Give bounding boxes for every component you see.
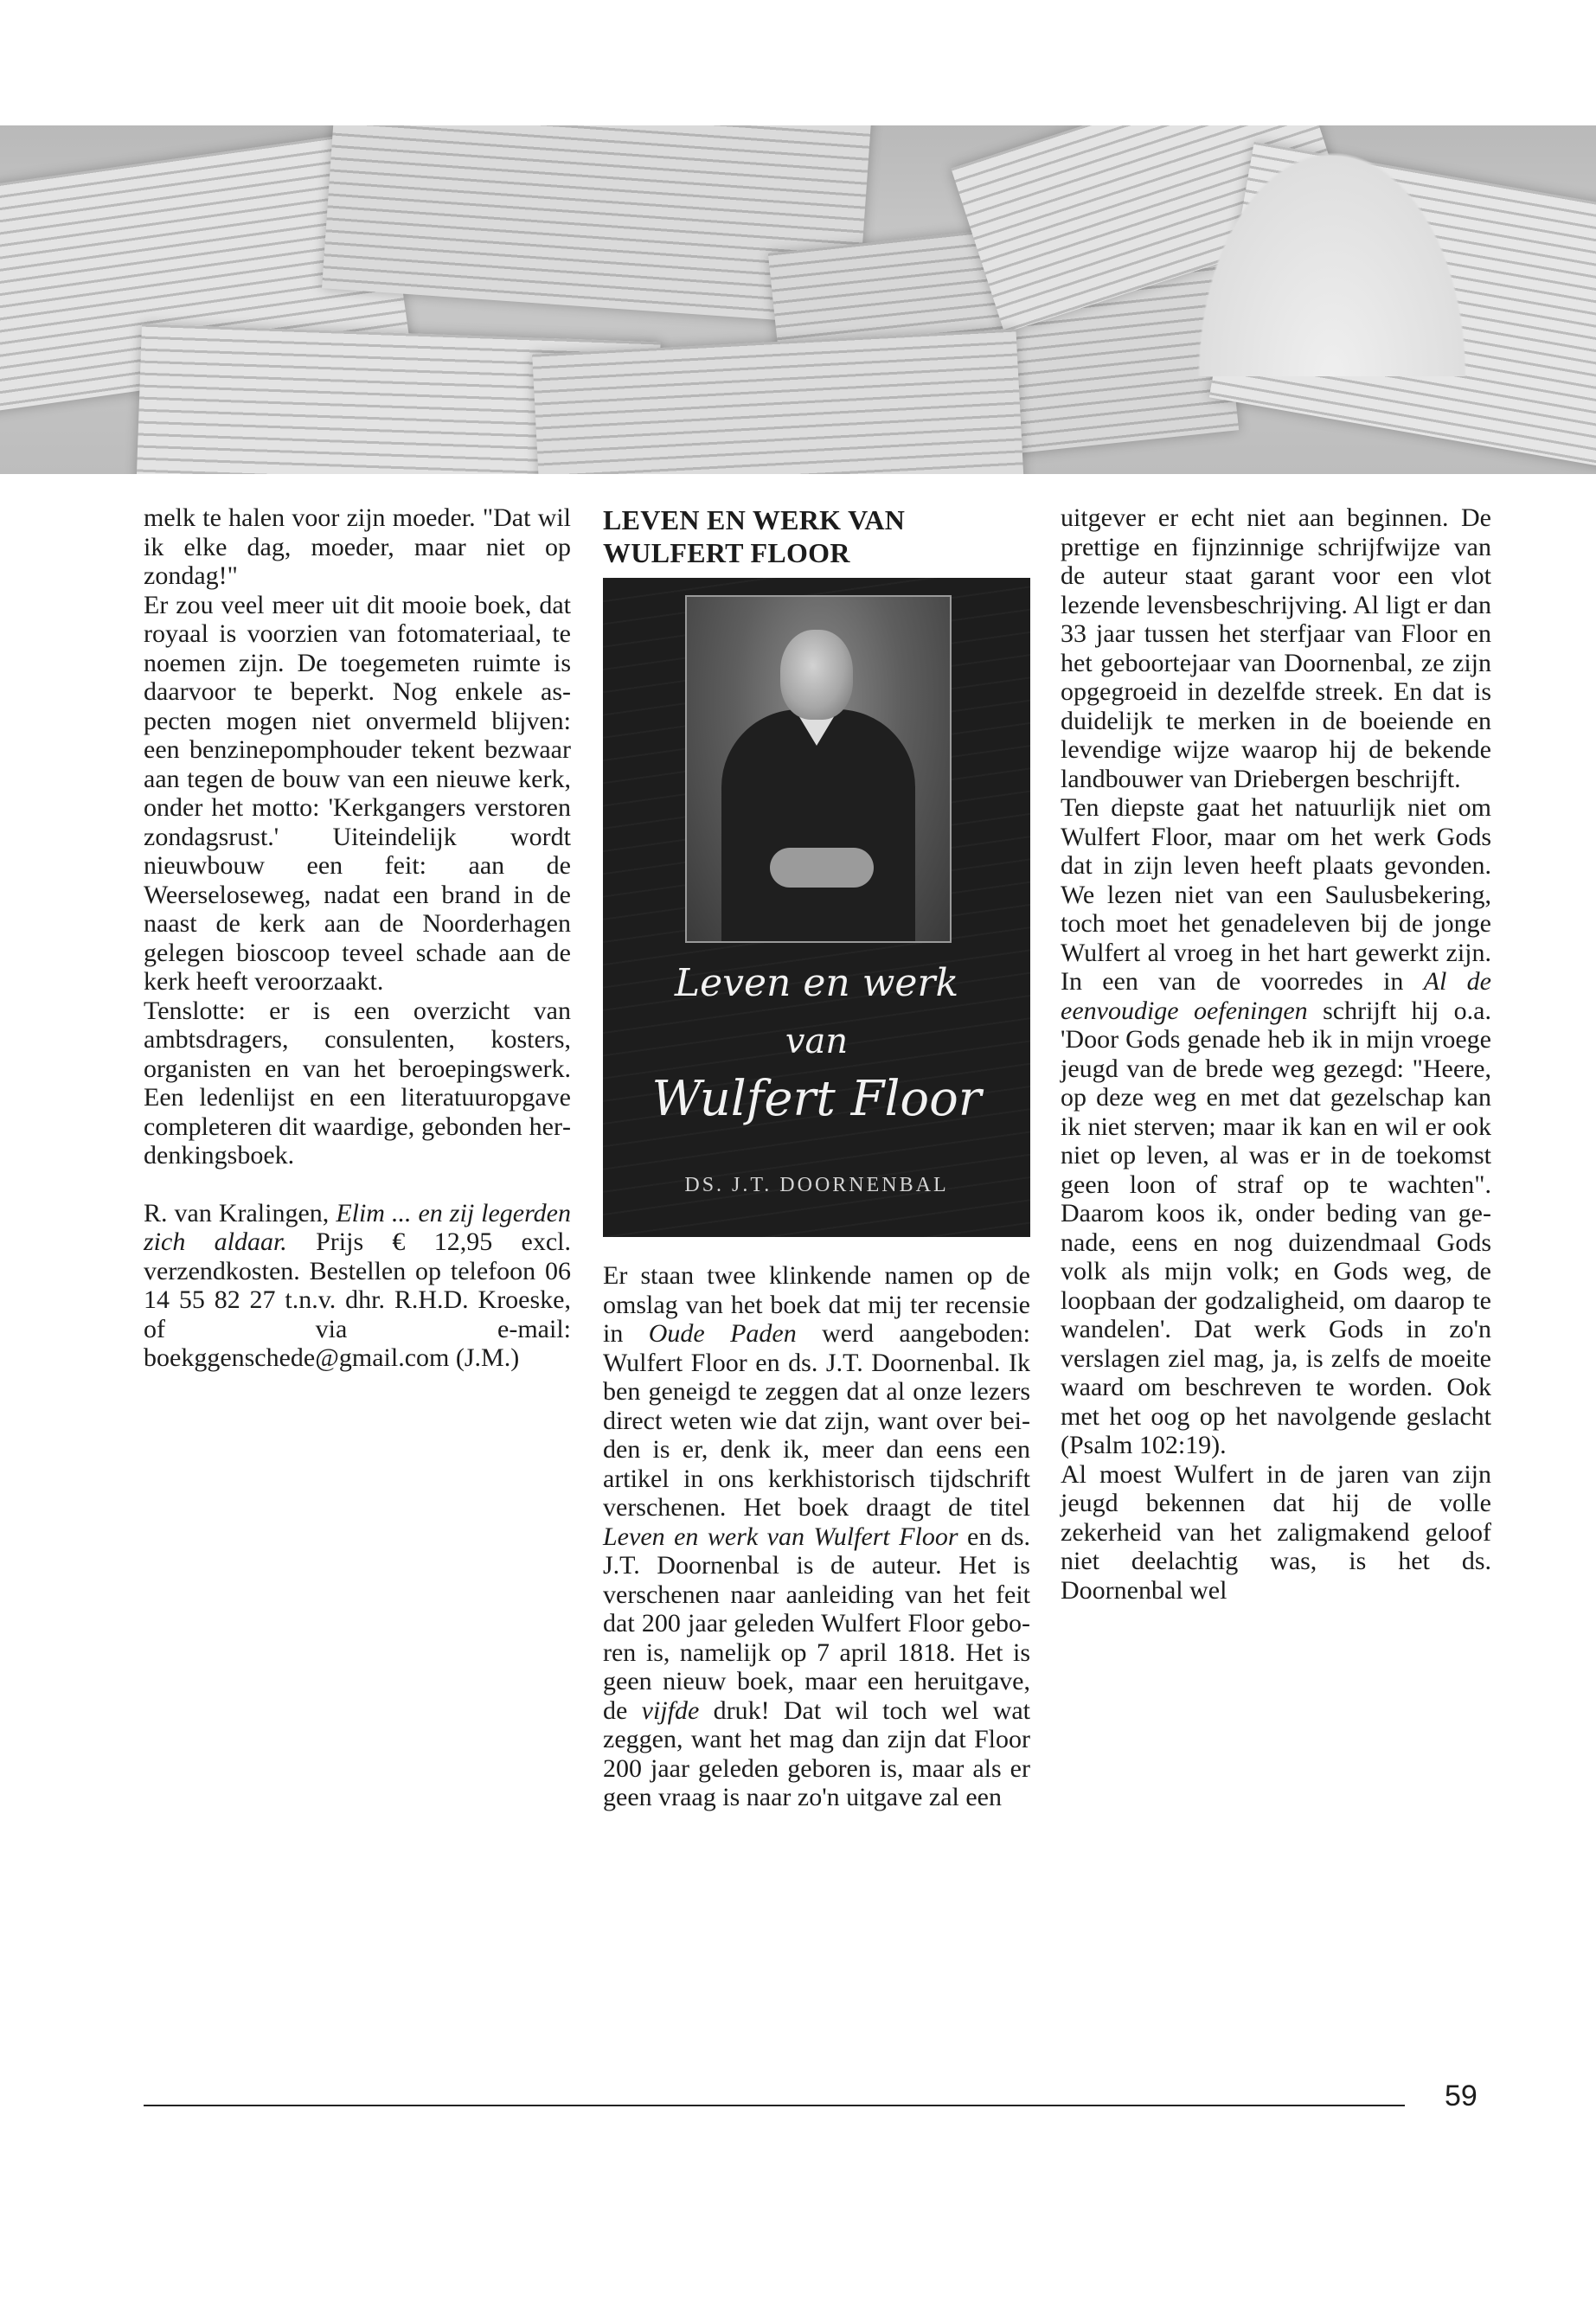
portrait-photo [685, 595, 952, 943]
page-number: 59 [1445, 2080, 1477, 2112]
text-column-3 [1061, 503, 1491, 1605]
journal-title: Oude Paden [648, 1319, 797, 1348]
citation-details: Prijs € 12,95 excl. verzendkosten. Bestellen op telefoon 06 14 55 82 27 t.n.v. dhr. R.H.D. Kroeske, of via e-mail: boekggenschede@gmail.com (J.M.) [144, 1227, 571, 1372]
header-photo-open-books [0, 125, 1596, 474]
article-title: LEVEN EN WERK VAN WULFERT FLOOR [603, 504, 906, 568]
open-book-image [532, 329, 1025, 474]
cover-author: DS. J.T. DOORNENBAL [684, 1174, 949, 1196]
paragraph: Al moest Wulfert in de jaren van zijn jeugd bekennen dat hij de volle zekerheid van het zaligmakend geloof niet deelachtig was, is het ds. Doornenbal wel [1061, 1459, 1491, 1605]
cover-title-line: Leven en werk [674, 961, 959, 1005]
paragraph: uitgever er echt niet aan beginnen. De prettige en fijnzinnige schrijfwijze van de auteur staat garant voor een vlot lezende levensbeschrijving. Al ligt er dan 33 jaar tussen het sterfjaar van Floor en het geboortejaar van Doornenbal, ze zijn opgegroeid in dezelfde streek. En dat is duidelijk te merken in de boeiende en levendige wijze waarop hij de bekende landbouwer van Driebergen beschrijft. [1061, 503, 1491, 793]
paragraph: Tenslotte: er is een overzicht van ambtsdragers, consulenten, kosters, organisten en van het beroepingswerk. Een ledenlijst en een literatuuropgave completeren dit waardige, gebonden herdenkingsboek. [144, 996, 571, 1170]
text-column-1 [144, 503, 571, 1373]
paragraph: Er staan twee klinkende namen op de omslag van het boek dat mij ter recensie in Oude Paden werd aangeboden: Wulfert Floor en ds. J.T. Doornenbal. Ik ben geneigd te zeggen dat al onze lezers direct weten wie dat zijn, want over beiden is er, denk ik, meer dan eens een artikel in ons kerkhistorisch tijdschrift verschenen. Het boek draagt de titel Leven en werk van Wulfert Floor en ds. J.T. Doornenbal is de auteur. Het is verschenen naar aanleiding van het feit dat 200 jaar geleden Wulfert Floor geboren is, namelijk op 7 april 1818. Het is geen nieuw boek, maar een heruitgave, de vijfde druk! Dat wil toch wel wat zeggen, want het mag dan zijn dat Floor 200 jaar geleden geboren is, maar als er geen vraag is naar zo'n uitgave zal een [603, 1261, 1031, 1811]
citation-author: R. van Kralingen, [144, 1198, 330, 1227]
citation-title: Elim ... en zij legerden zich aldaar. [144, 1198, 572, 1256]
text-column-2 [603, 503, 1030, 1812]
cover-title-name: Wulfert Floor [651, 1071, 982, 1127]
paragraph: melk te halen voor zijn moeder. "Dat wil ik elke dag, moeder, maar niet op zondag!" [144, 503, 571, 590]
fanned-pages-image [1176, 125, 1488, 376]
book-cover-image [603, 578, 1030, 1237]
book-citation [144, 1199, 571, 1373]
footer-rule [144, 2105, 1405, 2106]
book-title: Al de eenvoudige oefeningen [1061, 967, 1492, 1025]
emphasis: vijfde [641, 1695, 700, 1725]
cover-title-line: van [785, 1022, 849, 1061]
paragraph: Ten diepste gaat het natuurlijk niet om Wulfert Floor, maar om het werk Gods dat in zijn leven heeft plaats gevonden. We lezen niet van een Saulusbekering, toch moet het genadeleven bij de jonge Wulfert al vroeg in het hart gewerkt zijn. In een van de voorredes in Al de eenvoudige oefeningen schrijft hij o.a. 'Door Gods genade heb ik in mijn vroege jeugd van de brede weg gezegd: "Heere, op deze weg en met dat gezelschap kan ik niet sterven; maar ik kan en wil er ook niet op leven, al was er in de toekomst geen loon of straf op te wachten". Daarom koos ik, onder beding van genade, eens en nog duizendmaal Gods volk als mijn volk; en Gods weg, de loopbaan der godzaligheid, om daarop te wandelen'. Dat werk Gods in zo'n verslagen ziel mag, ja, is zelfs de moeite waard om beschreven te worden. Ook met het oog op het navolgende geslacht (Psalm 102:19). [1061, 793, 1492, 1459]
book-title: Leven en werk van Wulfert Floor [603, 1522, 958, 1551]
paragraph: Er zou veel meer uit dit mooie boek, dat royaal is voorzien van fotomateriaal, te noemen zijn. De toegemeten ruimte is daarvoor te beperkt. Nog enkele aspecten mogen niet onvermeld blijven: een benzinepomphouder tekent bezwaar aan tegen de bouw van een nieuwe kerk, onder het motto: 'Kerkgangers verstoren zondagsrust.' Uiteindelijk wordt nieuwbouw een feit: aan de Weerseloseweg, nadat een brand in de naast de kerk aan de Noorderhagen gelegen bioscoop teveel schade aan de kerk heeft veroorzaakt. [144, 590, 571, 996]
